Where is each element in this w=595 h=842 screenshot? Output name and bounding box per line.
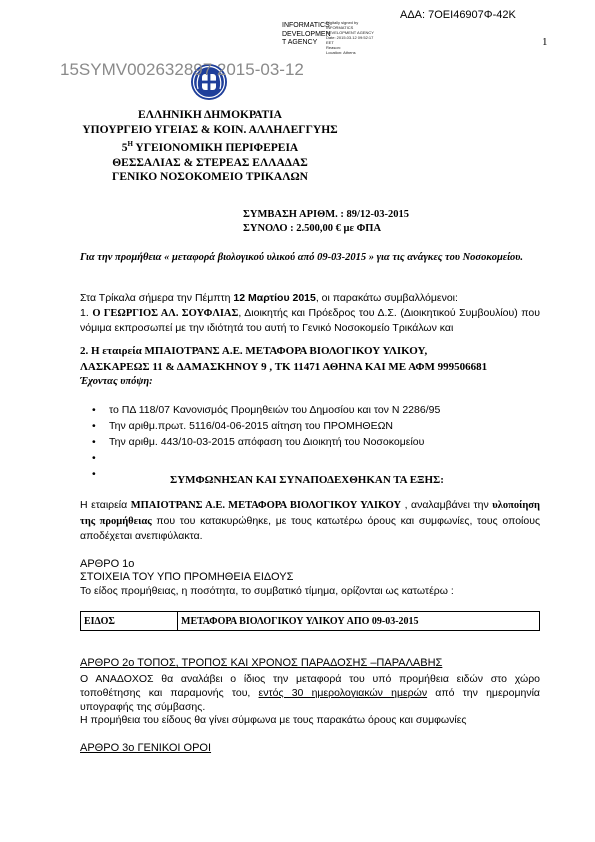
party-one-name: Ο ΓΕΩΡΓΙΟΣ ΑΛ. ΣΟΥΦΛΙΑΣ [92, 308, 239, 319]
article-2-deadline: εντός 30 ημερολογιακών ημερών [258, 687, 428, 699]
table-row [81, 612, 540, 631]
table-cell-value: ΜΕΤΑΦΟΡΑ ΒΙΟΛΟΓΙΚΟΥ ΥΛΙΚΟΥ ΑΠΟ 09-03-2015 [178, 612, 540, 631]
page-number: 1 [542, 36, 548, 48]
region-text: ΥΓΕΙΟΝΟΜΙΚΗ ΠΕΡΙΦΕΡΕΙΑ [132, 142, 299, 155]
header-line: ΘΕΣΣΑΛΙΑΣ & ΣΤΕΡΕΑΣ ΕΛΛΑΔΑΣ [112, 156, 308, 169]
agreement-company: ΜΠΑΙΟΤΡΑΝΣ Α.Ε. ΜΕΤΑΦΟΡΑ ΒΙΟΛΟΓΙΚΟΥ ΥΛΙΚΟΥ [130, 500, 402, 511]
list-item-text: το ΠΔ 118/07 Κανονισμός Προμηθειών του Δημοσίου και τον Ν 2286/95 [109, 404, 441, 416]
article-2-terms: Η προμήθεια του είδους θα γίνει σύμφωνα με τους παρακάτω όρους και συμφωνίες [80, 714, 467, 726]
article-1-subtitle: ΣΤΟΙΧΕΙΑ ΤΟΥ ΥΠΟ ΠΡΟΜΗΘΕΙΑ ΕΙΔΟΥΣ [80, 571, 294, 583]
party-two-line-2: ΛΑΣΚΑΡΕΩΣ 11 & ΔΑΜΑΣΚΗΝΟΥ 9 , ΤΚ 11471 ΑΘΗΝΑ ΚΑΙ ΜΕ ΑΦΜ 999506681 [80, 361, 488, 373]
signature-detail-line: Date: 2015.03.12 09:52:17 [326, 35, 374, 40]
region-superscript: Η [127, 140, 133, 149]
signature-detail-line: Reason: [326, 45, 341, 50]
contract-subject: Για την προμήθεια « μεταφορά βιολογικού υλικού από 09-03-2015 » για τις ανάγκες του Νοσοκομείου. [80, 252, 524, 263]
signature-detail-line: DEVELOPMENT AGENCY [326, 30, 374, 35]
issuer-header [40, 108, 380, 185]
watermark-stamp: 15SYMV002632897 2015-03-12 [60, 60, 304, 79]
signature-org-name [282, 22, 331, 48]
article-2-paragraph [80, 672, 540, 714]
bullet-icon: • [92, 452, 96, 464]
signature-details [326, 20, 374, 55]
agreement-implementation: υλοποίηση της προμήθειας [80, 500, 540, 527]
article-2-title: ΑΡΘΡΟ 2ο ΤΟΠΟΣ, ΤΡΟΠΟΣ ΚΑΙ ΧΡΟΝΟΣ ΠΑΡΑΔΟΣΗΣ –ΠΑΡΑΛΑΒΗΣ [80, 657, 443, 669]
agreement-text: , αναλαμβάνει την [401, 499, 493, 511]
having-in-mind: Έχοντας υπόψη: [80, 376, 153, 387]
party-one-number: 1. [80, 307, 93, 319]
signature-detail-line: EET [326, 40, 334, 45]
article-3-title: ΑΡΘΡΟ 3ο ΓΕΝΙΚΟΙ ΟΡΟΙ [80, 742, 212, 754]
considerations-list [92, 402, 440, 482]
party-two-line-1: 2. Η εταιρεία ΜΠΑΙΟΤΡΑΝΣ Α.Ε. ΜΕΤΑΦΟΡΑ ΒΙΟΛΟΓΙΚΟΥ ΥΛΙΚΟΥ, [80, 345, 428, 357]
signature-detail-line: Location: Athens [326, 50, 356, 55]
list-item [92, 434, 440, 450]
item-table [80, 611, 540, 631]
list-item-text: Την αριθμ. 443/10-03-2015 απόφαση του Διοικητή του Νοσοκομείου [109, 436, 425, 448]
list-item [92, 450, 440, 466]
intro-line [80, 292, 458, 304]
party-one [80, 306, 540, 335]
agreed-heading: ΣΥΜΦΩΝΗΣΑΝ ΚΑΙ ΣΥΝΑΠΟΔΕΧΘΗΚΑΝ ΤΑ ΕΞΗΣ: [170, 474, 444, 486]
signature-org-line: T AGENCY [282, 39, 318, 46]
region-number: 5 [121, 142, 128, 155]
intro-year: 2015 [292, 292, 316, 304]
table-cell-label: ΕΙΔΟΣ [81, 612, 178, 631]
list-item [92, 418, 440, 434]
agreement-text: Η εταιρεία [80, 499, 131, 511]
article-1-title: ΑΡΘΡΟ 1ο [80, 558, 135, 570]
header-line: ΕΛΛΗΝΙΚΗ ΔΗΜΟΚΡΑΤΙΑ [138, 109, 282, 121]
header-line [40, 137, 380, 155]
list-item [92, 402, 440, 418]
bullet-icon: • [92, 436, 96, 448]
intro-month: Μαρτίου [248, 292, 290, 304]
signature-detail-line: INFORMATICS [326, 25, 354, 30]
signature-detail-line: Digitally signed by [326, 20, 359, 25]
signature-org-line: INFORMATICS [282, 22, 330, 29]
bullet-icon: • [92, 420, 96, 432]
bullet-icon: • [92, 404, 96, 416]
signature-org-line: DEVELOPMEN [282, 30, 331, 38]
party-one-text: , Διοικητής και Πρόεδρος του Δ.Σ. (Διοικητικού Συμβουλίου) που νόμιμα εκπροσωπεί με την ιδιότητά του αυτή το Γενικό Νοσοκομείο Τρικάλων και [80, 307, 540, 334]
list-item-text: Την αριθμ.πρωτ. 5116/04-06-2015 αίτηση του ΠΡΟΜΗΘΕΩΝ [109, 420, 394, 432]
contract-number: ΣΥΜΒΑΣΗ ΑΡΙΘΜ. : 89/12-03-2015 [243, 209, 409, 220]
ada-code: ΑΔΑ: 7ΟΕΙ46907Φ-42Κ [400, 9, 516, 21]
header-line: ΥΠΟΥΡΓΕΙΟ ΥΓΕΙΑΣ & ΚΟΙΝ. ΑΛΛΗΛΕΓΓΥΗΣ [82, 123, 338, 136]
bullet-icon: • [92, 468, 96, 480]
contract-total: ΣΥΝΟΛΟ : 2.500,00 € με ΦΠΑ [243, 223, 382, 234]
article-2-text: Ο ΑΝΑΔΟΧΟΣ θα αναλάβει ο ίδιος την μεταφορά του υπό προμήθεια ειδών στο χώρο τοποθέτησης και παραμονής του, [80, 673, 540, 699]
intro-text: Στα Τρίκαλα σήμερα την Πέμπτη [80, 292, 234, 304]
intro-text: , οι παρακάτω συμβαλλόμενοι: [315, 292, 458, 304]
article-1-text: Το είδος προμήθειας, η ποσότητα, το συμβατικό τίμημα, ορίζονται ως κατωτέρω : [80, 585, 454, 597]
header-line: ΓΕΝΙΚΟ ΝΟΣΟΚΟΜΕΙΟ ΤΡΙΚΑΛΩΝ [112, 171, 308, 184]
agreement-text: που του κατακυρώθηκε, με τους κατωτέρω όρους και συμφωνίες, τους οποίους αποδέχεται ανεπιφύλακτα. [80, 514, 541, 542]
article-2-text: από την ημερομηνία υπογραφής της σύμβασης. [80, 687, 540, 713]
intro-day: 12 [233, 292, 246, 304]
agreement-paragraph [80, 498, 540, 544]
